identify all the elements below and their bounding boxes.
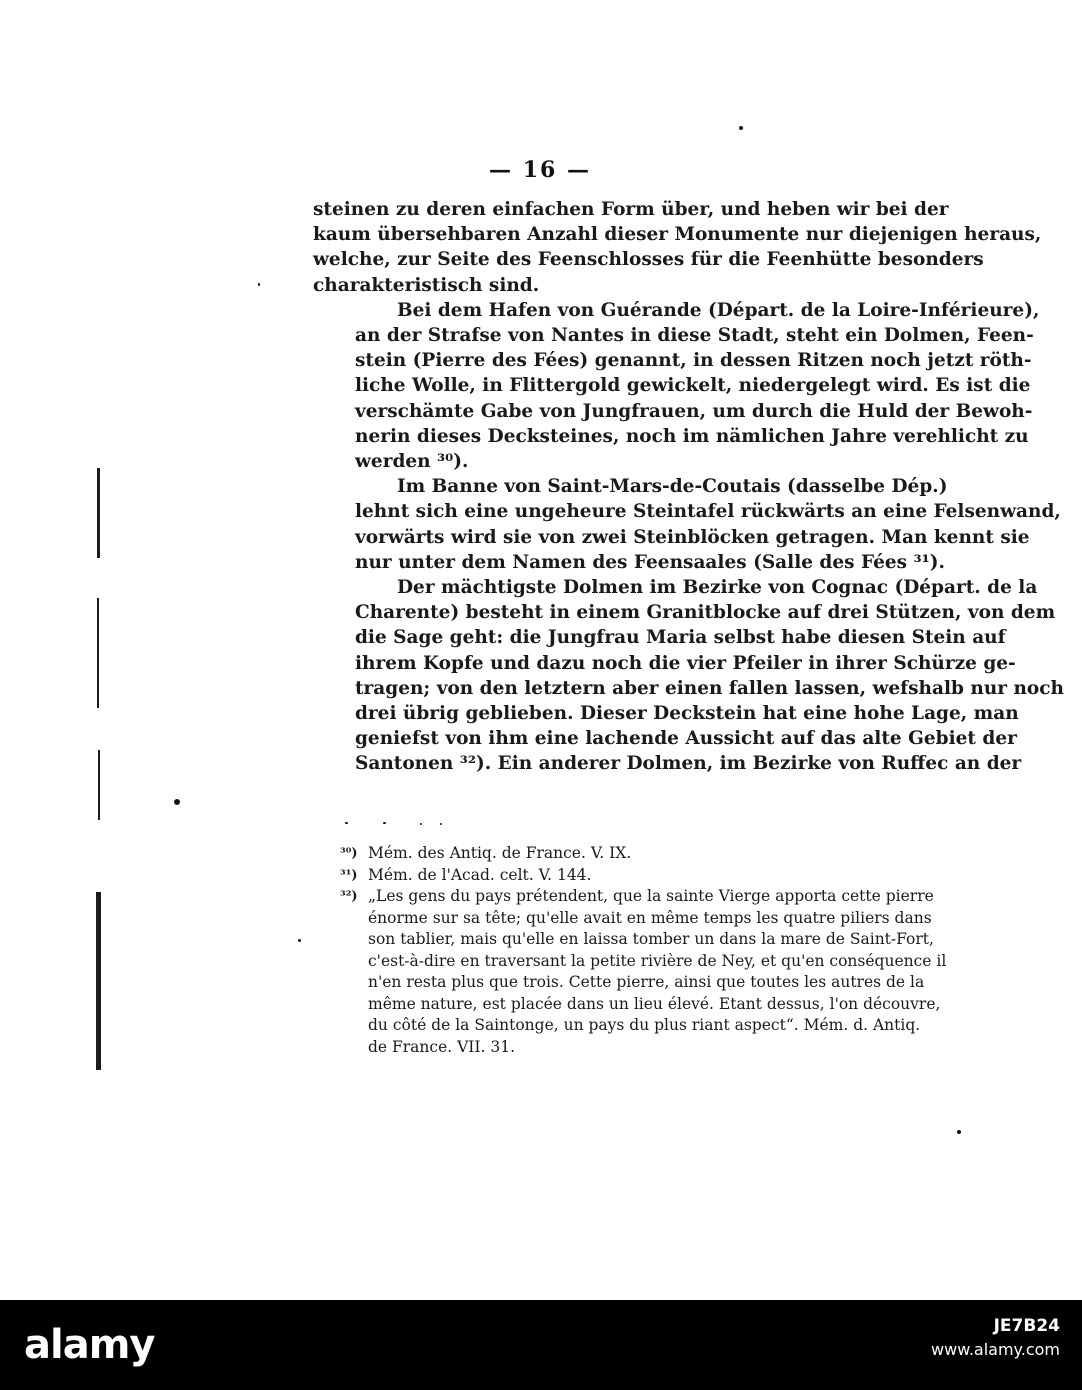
scan-speck (440, 823, 442, 825)
footnote-line: même nature, est placée dans un lieu élevé. Etant dessus, l'on découvre, (368, 994, 941, 1013)
scan-speck (258, 283, 260, 286)
footnote-marker: ³²) (340, 889, 358, 904)
text-line: lehnt sich eine ungeheure Steintafel rückwärts an eine Felsenwand, (355, 501, 1061, 523)
body-text (313, 197, 1064, 777)
text-line: liche Wolle, in Flittergold gewickelt, niedergelegt wird. Es ist die (355, 375, 1031, 397)
footnote-line: Mém. des Antiq. de France. V. IX. (368, 844, 632, 862)
text-line: Der mächtigste Dolmen im Bezirke von Cognac (Départ. de la (397, 577, 1038, 599)
footnote (340, 865, 960, 887)
text-line: stein (Pierre des Fées) genannt, in dessen Ritzen noch jetzt röth- (355, 350, 1032, 372)
text-line: steinen zu deren einfachen Form über, und heben wir bei der (313, 199, 949, 220)
watermark-info (931, 1316, 1060, 1359)
text-line: werden ³⁰). (355, 451, 469, 473)
footnote-line: du côté de la Saintonge, un pays du plus riant aspect“. Mém. d. Antiq. (368, 1016, 921, 1034)
text-line: Im Banne von Saint-Mars-de-Coutais (dasselbe Dép.) (397, 476, 948, 498)
scan-speck (174, 799, 180, 805)
scan-edge-mark (96, 892, 101, 1070)
footnotes (340, 843, 960, 1058)
text-line: tragen; von den letztern aber einen fallen lassen, wefshalb nur noch (355, 677, 1064, 699)
scan-speck (298, 939, 301, 942)
watermark-url: www.alamy.com (931, 1340, 1060, 1359)
text-line: welche, zur Seite des Feenschlosses für die Feenhütte besonders (313, 249, 984, 271)
footnote-line: énorme sur sa tête; qu'elle avait en même temps les quatre piliers dans (368, 908, 932, 927)
alamy-logo: alamy (24, 1322, 155, 1368)
text-line: drei übrig geblieben. Dieser Deckstein hat eine hohe Lage, man (355, 703, 1019, 725)
footnote-marker: ³⁰) (340, 846, 358, 861)
footnote-line: n'en resta plus que trois. Cette pierre, ainsi que toutes les autres de la (368, 973, 925, 991)
footnote-line: Mém. de l'Acad. celt. V. 144. (368, 865, 592, 884)
text-line: Bei dem Hafen von Guérande (Départ. de la Loire-Inférieure), (397, 299, 1040, 321)
text-line: an der Strafse von Nantes in diese Stadt, steht ein Dolmen, Feen- (355, 325, 1034, 347)
scan-edge-mark (98, 750, 100, 820)
text-line: ihrem Kopfe und dazu noch die vier Pfeiler in ihrer Schürze ge- (355, 652, 1016, 674)
footnote-marker: ³¹) (340, 867, 358, 883)
footnote (340, 843, 960, 865)
footnote-line: de France. VII. 31. (368, 1037, 516, 1056)
text-line: nerin dieses Decksteines, noch im nämlichen Jahre verehlicht zu (355, 425, 1029, 447)
text-line: die Sage geht: die Jungfrau Maria selbst habe diesen Stein auf (355, 627, 1006, 649)
text-line: kaum übersehbaren Anzahl dieser Monumente nur diejenigen heraus, (313, 224, 1042, 246)
paragraph (313, 298, 1040, 474)
footnote (340, 886, 960, 1058)
scan-speck (420, 823, 422, 825)
page-number: — 16 — (489, 157, 591, 183)
scan-speck (345, 822, 348, 824)
text-line: charakteristisch sind. (313, 274, 540, 296)
text-line: Charente) besteht in einem Granitblocke auf drei Stützen, von dem (355, 602, 1056, 624)
scan-edge-mark (97, 598, 99, 708)
scan-edge-mark (97, 468, 100, 558)
paragraph (313, 575, 1064, 777)
footnote-line: c'est-à-dire en traversant la petite rivière de Ney, et qu'en conséquence il (368, 951, 947, 970)
image-id: JE7B24 (993, 1316, 1060, 1336)
stock-watermark-bar (0, 1300, 1082, 1390)
text-line: nur unter dem Namen des Feensaales (Salle des Fées ³¹). (355, 551, 945, 573)
paragraph (313, 197, 1042, 298)
footnote-line: son tablier, mais qu'elle en laissa tomber un dans la mare de Saint-Fort, (368, 930, 934, 948)
text-line: geniefst von ihm eine lachende Aussicht auf das alte Gebiet der (355, 728, 1017, 750)
footnote-line: „Les gens du pays prétendent, que la sainte Vierge apporta cette pierre (368, 887, 934, 905)
paragraph (313, 474, 1061, 575)
scan-speck (383, 822, 386, 824)
text-line: Santonen ³²). Ein anderer Dolmen, im Bezirke von Ruffec an der (355, 753, 1022, 775)
text-line: vorwärts wird sie von zwei Steinblöcken getragen. Man kennt sie (355, 526, 1030, 548)
scan-speck (957, 1130, 961, 1134)
scan-speck (739, 126, 743, 130)
text-line: verschämte Gabe von Jungfrauen, um durch die Huld der Bewoh- (355, 400, 1033, 422)
